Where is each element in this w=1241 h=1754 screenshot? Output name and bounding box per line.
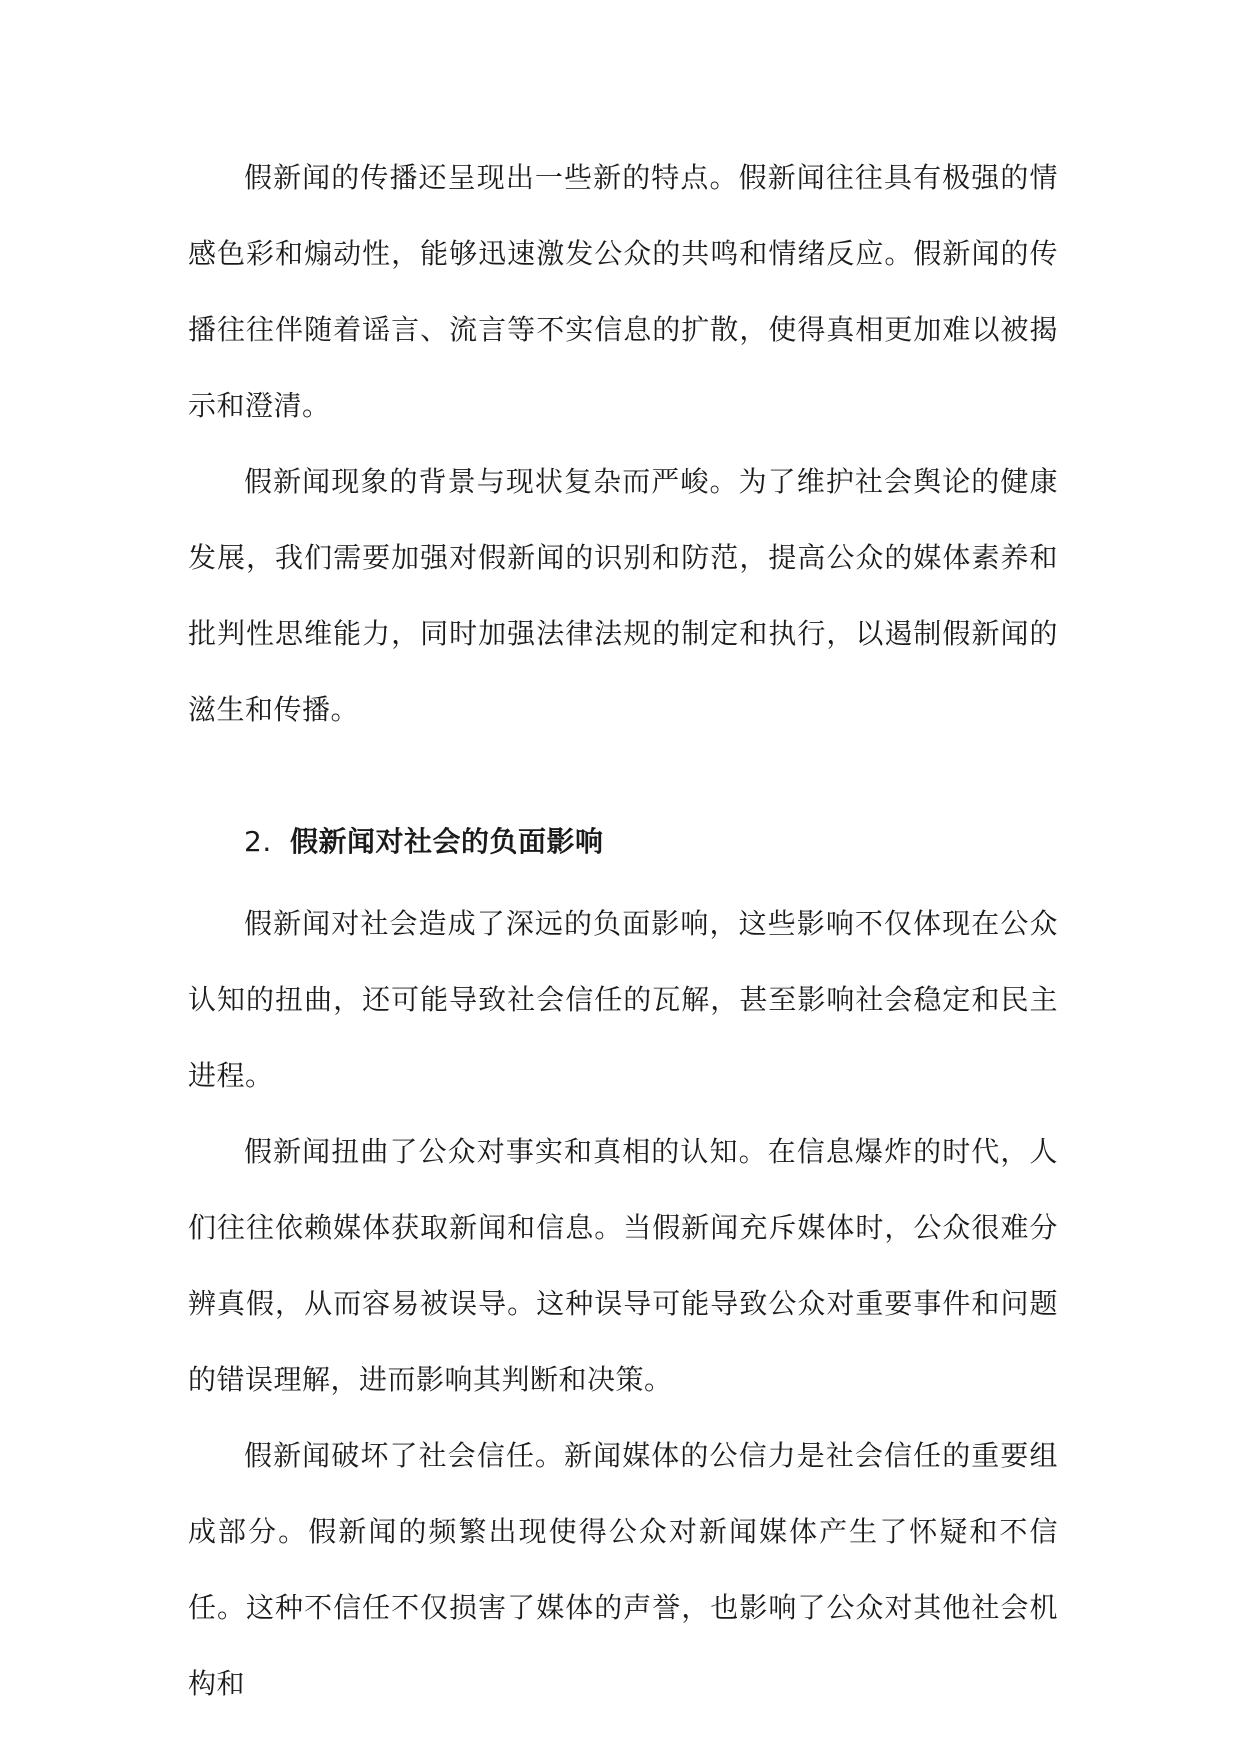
section-number: 2. bbox=[244, 825, 272, 858]
section-title: 假新闻对社会的负面影响 bbox=[290, 825, 604, 858]
paragraph: 假新闻扭曲了公众对事实和真相的认知。在信息爆炸的时代，人们往往依赖媒体获取新闻和信息。当假新闻充斥媒体时，公众很难分辨真假，从而容易被误导。这种误导可能导致公众对重要事件和问题的错误理解，进而影响其判断和决策。 bbox=[188, 1135, 1058, 1396]
section-heading bbox=[188, 748, 1058, 886]
paragraph: 假新闻破坏了社会信任。新闻媒体的公信力是社会信任的重要组成部分。假新闻的频繁出现使得公众对新闻媒体产生了怀疑和不信任。这种不信任不仅损害了媒体的声誉，也影响了公众对其他社会机构和 bbox=[188, 1439, 1058, 1700]
paragraph: 假新闻的传播还呈现出一些新的特点。假新闻往往具有极强的情感色彩和煽动性，能够迅速激发公众的共鸣和情绪反应。假新闻的传播往往伴随着谣言、流言等不实信息的扩散，使得真相更加难以被揭示和澄清。 bbox=[188, 161, 1058, 422]
paragraph: 假新闻对社会造成了深远的负面影响，这些影响不仅体现在公众认知的扭曲，还可能导致社会信任的瓦解，甚至影响社会稳定和民主进程。 bbox=[188, 907, 1058, 1092]
document-body bbox=[188, 140, 1058, 1722]
paragraph: 假新闻现象的背景与现状复杂而严峻。为了维护社会舆论的健康发展，我们需要加强对假新闻的识别和防范，提高公众的媒体素养和批判性思维能力，同时加强法律法规的制定和执行，以遏制假新闻的滋生和传播。 bbox=[188, 465, 1058, 726]
